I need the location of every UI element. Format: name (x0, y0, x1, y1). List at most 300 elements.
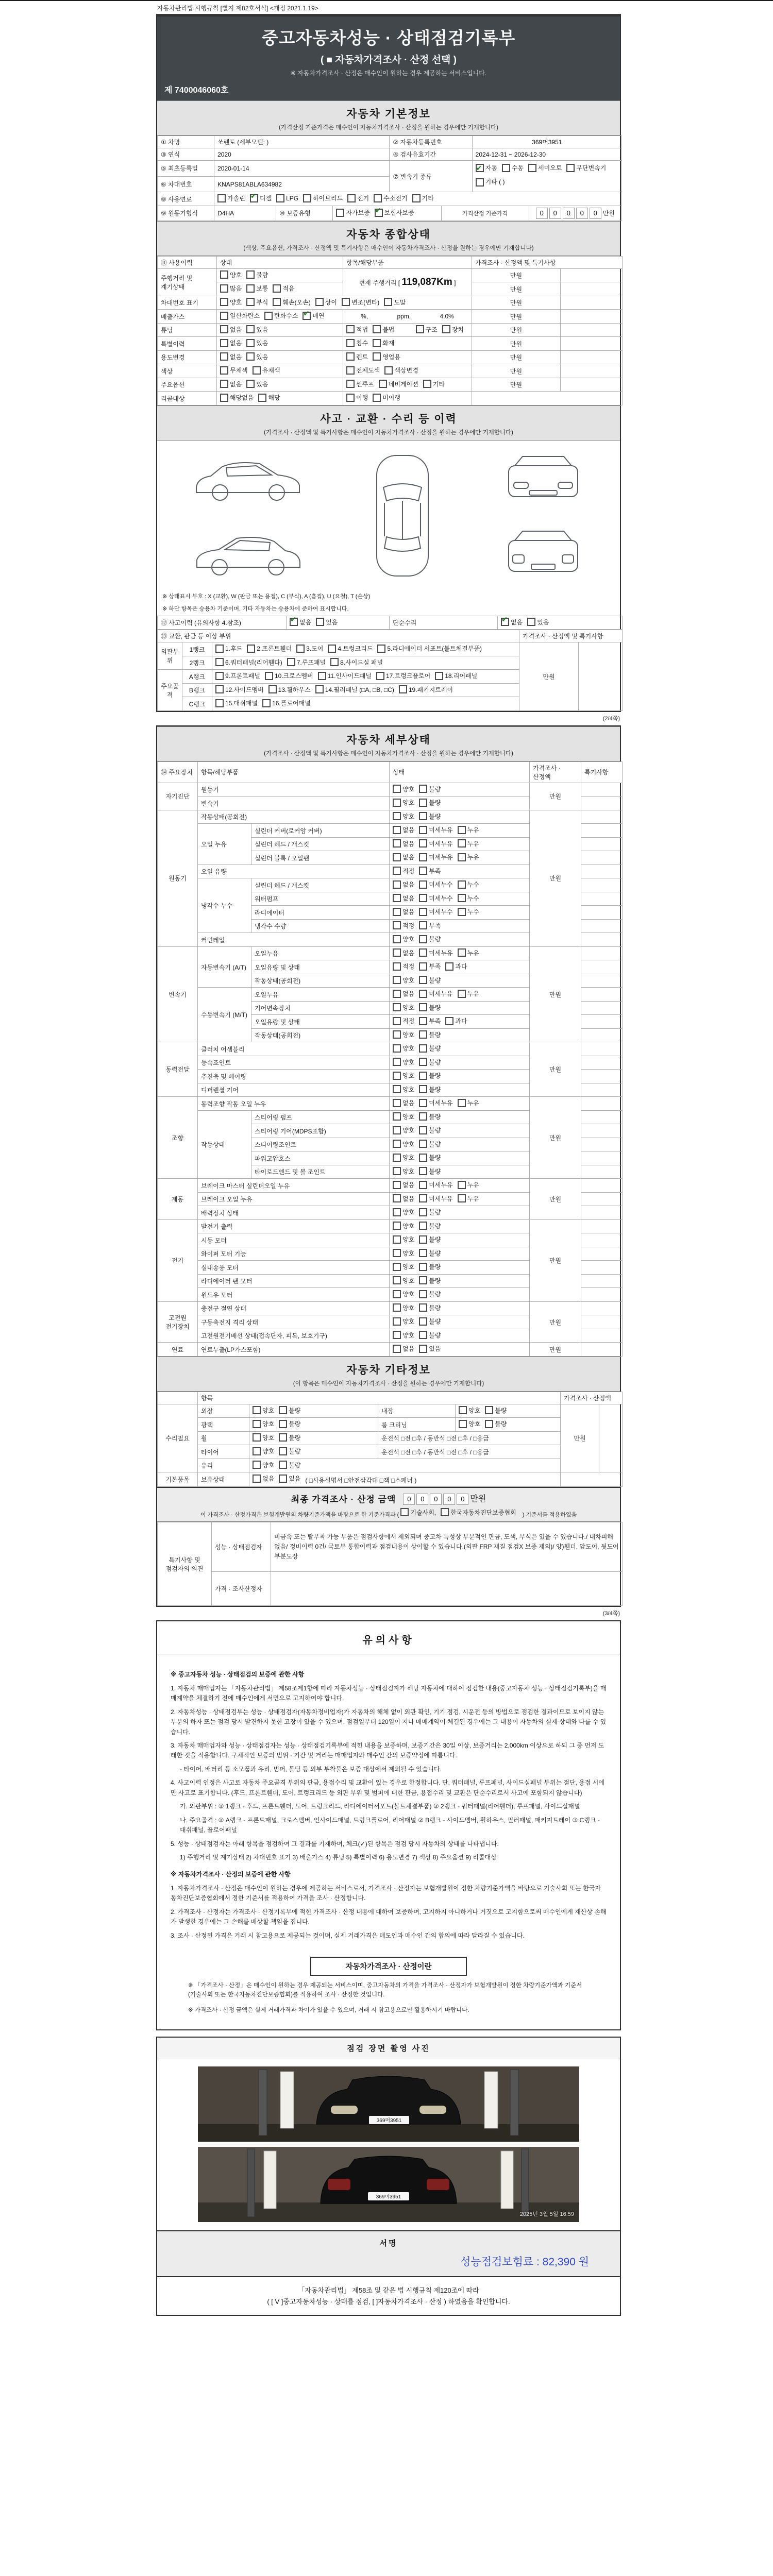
checkbox-icon[interactable] (458, 826, 466, 834)
checkbox-label: 해당없음 (230, 394, 254, 402)
checkbox-option (316, 618, 338, 626)
checkbox-icon[interactable] (419, 894, 427, 902)
checkbox-icon[interactable] (318, 672, 326, 680)
checkbox-icon[interactable] (220, 298, 228, 306)
note-cell (581, 1138, 623, 1151)
checkbox-icon[interactable] (393, 1112, 401, 1121)
checkbox-icon[interactable] (393, 1003, 401, 1011)
checkbox-icon[interactable] (279, 1433, 287, 1442)
checkbox-icon[interactable] (393, 880, 401, 889)
checkbox-icon[interactable] (476, 164, 484, 172)
checkbox-icon[interactable] (419, 853, 427, 861)
checkbox-icon[interactable] (393, 853, 401, 861)
checkbox-icon[interactable] (303, 312, 311, 320)
section-title: 자동차 기본정보 (346, 108, 431, 120)
page-subtitle: ( ■ 자동차가격조사 · 산정 선택 ) (320, 55, 457, 65)
checkbox-icon[interactable] (220, 325, 228, 333)
checkbox-icon[interactable] (393, 935, 401, 943)
checkbox-icon[interactable] (384, 366, 393, 375)
table-row: ⑧ 사용연료 가솔린 ✔ 디젤 LPG 하이브리드 전기 수소전기 기타 (158, 192, 622, 206)
checkbox-label: 불량 (429, 1154, 441, 1162)
checkbox-icon[interactable] (419, 880, 427, 889)
checkbox-label: 누유 (467, 840, 479, 848)
checkbox-option (458, 894, 479, 903)
notice-item: 2. 가격조사 · 산정자는 가격조사 · 산정기록부에 적힌 가격조사 · 산정 내용에 대하여 보증하며, 고지하지 아니하거나 거짓으로 고지함으로써 매수인에게 재산상 손해가 발생한 경우에는 그 손해를 배상할 책임을 집니다. (171, 1908, 607, 1926)
checkbox-icon[interactable] (375, 209, 383, 217)
checkbox-icon[interactable] (419, 1276, 427, 1284)
checkbox-icon[interactable] (419, 1085, 427, 1093)
checkbox-icon[interactable] (346, 352, 355, 361)
checkbox-icon[interactable] (265, 672, 273, 680)
checkbox-option (279, 1461, 300, 1469)
checkbox-label: 없음 (402, 1099, 415, 1107)
checkbox-icon[interactable] (393, 1154, 401, 1162)
checkbox-icon[interactable] (393, 812, 401, 820)
checkbox-icon[interactable] (373, 325, 381, 333)
checkbox-icon[interactable] (419, 908, 427, 916)
checkbox-icon[interactable] (393, 1222, 401, 1230)
item-cell: 브레이크 마스터 실린더오일 누유 (198, 1179, 390, 1193)
checkbox-option (419, 989, 452, 998)
table-row: 특기사항 및 점검자의 의견 성능 · 상태점검자 비금속 또는 탈부착 가능 부품은 점검사항에서 제외되며 중고차 특성상 부분적인 판금, 도색, 부식은 있을 수 있습니다./ 내차피해 없음/ 정비이력 0건/ 국토부 통합이력과 점검내용이 상이할 수 있습니다.(외판 FRP 재질 점검X 보증 제외)/ 양)휀더, 앞도어, 뒷도어 부분도장 (158, 1522, 623, 1572)
checkbox-option (342, 298, 379, 307)
checkbox-label: 하이브리드 (313, 195, 343, 202)
checkbox-icon[interactable] (435, 672, 443, 680)
checkbox-option (412, 194, 434, 202)
checkbox-icon[interactable] (287, 658, 295, 666)
checkbox-icon[interactable] (262, 699, 271, 707)
checkbox-icon[interactable] (419, 1317, 427, 1326)
checkbox-option (393, 1085, 414, 1094)
checkbox-icon[interactable] (393, 990, 401, 998)
checkbox-option (419, 1180, 452, 1189)
checkbox-icon[interactable] (220, 339, 228, 347)
checkbox-icon[interactable] (393, 1345, 401, 1353)
checkbox-icon[interactable] (393, 921, 401, 929)
checkbox-option (393, 1044, 414, 1053)
checkbox-icon[interactable] (419, 1072, 427, 1080)
checkbox-icon[interactable] (419, 1235, 427, 1244)
checkbox-icon[interactable] (445, 1017, 453, 1025)
item-cell: 디퍼렌셜 기어 (198, 1083, 390, 1097)
checkbox-icon[interactable] (485, 1406, 493, 1414)
checkbox-icon[interactable] (393, 1167, 401, 1175)
price-digit-box: 0 (563, 208, 575, 219)
checkbox-label: 미세누유 (429, 1099, 453, 1107)
note-cell (581, 1056, 623, 1070)
checkbox-option (458, 1194, 479, 1203)
item-cell: 윈도우 모터 (198, 1288, 390, 1302)
checkbox-icon[interactable] (336, 209, 344, 217)
checkbox-icon[interactable] (279, 1461, 287, 1469)
checkbox-icon[interactable] (419, 1099, 427, 1107)
checkbox-icon[interactable] (419, 990, 427, 998)
checkbox-icon[interactable] (279, 1420, 287, 1428)
checkbox-icon[interactable] (445, 962, 453, 971)
checkbox-label: 불량 (289, 1448, 301, 1455)
checkbox-icon[interactable] (215, 658, 224, 666)
checkbox-icon[interactable] (458, 1181, 466, 1189)
checkbox-icon[interactable] (419, 1194, 427, 1202)
checkbox-label: 누유 (467, 1195, 479, 1202)
checkbox-icon[interactable] (393, 948, 401, 957)
checkbox-icon[interactable] (250, 194, 258, 202)
checkbox-icon[interactable] (384, 298, 392, 306)
checkbox-icon[interactable] (220, 284, 228, 293)
checkbox-icon[interactable] (246, 270, 255, 279)
checkbox-label: 있음 (256, 380, 268, 388)
checkbox-label: 없음 (402, 1181, 415, 1189)
checkbox-icon[interactable] (393, 908, 401, 916)
checkbox-option (374, 194, 407, 202)
checkbox-option (246, 298, 268, 307)
photos-title: 점검 장면 촬영 사진 (157, 2038, 620, 2059)
checkbox-icon[interactable] (346, 325, 355, 333)
checkbox-option (458, 839, 479, 848)
checkbox-icon[interactable] (328, 645, 336, 653)
checkbox-icon[interactable] (458, 990, 466, 998)
checkbox-icon[interactable] (346, 339, 355, 347)
checkbox-icon[interactable] (393, 1194, 401, 1202)
checkbox-icon[interactable] (330, 658, 339, 666)
checkbox-label: 양호 (262, 1461, 275, 1469)
checkbox-label: 자동 (485, 164, 497, 172)
checkbox-icon[interactable] (419, 1181, 427, 1189)
checkbox-icon[interactable] (393, 1058, 401, 1066)
checkbox-icon[interactable] (399, 685, 407, 693)
checkbox-option (419, 948, 452, 957)
checkbox-label: 이행 (356, 394, 368, 402)
checkbox-icon[interactable] (393, 799, 401, 807)
final-price-basis: 이 가격조사 · 산정가격은 보험개발원의 차량기준가액을 바탕으로 한 기준가격과 ( 기술사회, 한국자동차진단보증협회 ) 기준서를 적용하였음 (200, 1509, 577, 1518)
checkbox-icon[interactable] (393, 826, 401, 834)
checkbox-label: 상이 (325, 298, 337, 306)
table-row (158, 946, 623, 960)
checkbox-icon[interactable] (346, 394, 355, 402)
checkbox-icon[interactable] (419, 948, 427, 957)
checkbox-icon[interactable] (246, 284, 255, 293)
checkbox-icon[interactable] (458, 880, 466, 889)
checkbox-icon[interactable] (253, 1406, 261, 1414)
checkbox-icon[interactable] (393, 1303, 401, 1312)
checkbox-label: 부족 (429, 963, 441, 971)
checkbox-icon[interactable] (419, 921, 427, 929)
checkbox-icon[interactable] (393, 1331, 401, 1339)
checkbox-icon[interactable] (315, 685, 324, 693)
checkbox-option (290, 618, 311, 626)
checkbox-icon[interactable] (393, 1030, 401, 1039)
checkbox-icon[interactable] (303, 194, 311, 202)
checkbox-label: 양호 (262, 1420, 275, 1428)
notice-item: 5. 성능 · 상태점검자는 아래 항목을 점검하여 그 결과를 기재하며, 체크(✓)된 항목은 점검 당시 자동차의 상태를 나타냅니다. (171, 1840, 499, 1848)
checkbox-icon[interactable] (419, 1167, 427, 1175)
wheel-detail: 운전석 □전 □후 / 동반석 □전 □후 / □응급 (378, 1431, 561, 1445)
checkbox-icon[interactable] (393, 976, 401, 984)
checkbox-icon[interactable] (419, 1030, 427, 1039)
notice-heading: ※ 중고자동차 성능 · 상태점검의 보증에 관한 사항 (171, 1671, 305, 1679)
checkbox-icon[interactable] (374, 194, 382, 202)
checkbox-label: 양호 (230, 271, 242, 279)
checkbox-icon[interactable] (419, 1249, 427, 1257)
photo-timestamp: 2025년 3월 5일 16:59 (519, 2211, 574, 2218)
checkbox-icon[interactable] (419, 1112, 427, 1121)
checkbox-label: 양호 (402, 1263, 415, 1271)
checkbox-icon[interactable] (419, 839, 427, 848)
checkbox-icon[interactable] (264, 312, 273, 320)
checkbox-icon[interactable] (220, 366, 228, 375)
checkbox-option (376, 671, 430, 680)
checkbox-label: 양호 (402, 1209, 415, 1216)
checkbox-icon[interactable] (458, 894, 466, 902)
checkbox-icon[interactable] (419, 1263, 427, 1271)
checkbox-icon[interactable] (376, 672, 384, 680)
checkbox-icon[interactable] (220, 270, 228, 279)
checkbox-icon[interactable] (419, 1331, 427, 1339)
checkbox-label: 8.사이드실 패널 (340, 658, 383, 666)
checkbox-icon[interactable] (393, 1249, 401, 1257)
state-cell (390, 1056, 530, 1070)
checkbox-option (393, 989, 414, 998)
checkbox-icon[interactable] (373, 339, 381, 347)
checkbox-icon[interactable] (501, 618, 509, 626)
checkbox-icon[interactable] (220, 394, 228, 402)
checkbox-option (379, 380, 418, 388)
table-row (158, 810, 623, 824)
checkbox-label: 적정 (402, 922, 415, 929)
checkbox-label: 양호 (262, 1448, 275, 1455)
exchange-sheetmetal-table (157, 630, 623, 711)
checkbox-icon[interactable] (393, 785, 401, 793)
checkbox-icon[interactable] (220, 352, 228, 361)
fuel-options (214, 192, 622, 206)
checkbox-icon[interactable] (400, 1508, 409, 1516)
checkbox-icon[interactable] (220, 312, 228, 320)
checkbox-icon[interactable] (419, 1290, 427, 1298)
checkbox-icon[interactable] (419, 1126, 427, 1134)
item-cell: 실린더 블록 / 오일팬 (251, 851, 390, 865)
checkbox-icon[interactable] (247, 645, 255, 653)
mileage-value: 119,087Km (401, 276, 452, 287)
checkbox-icon[interactable] (279, 1447, 287, 1455)
checkbox-option (485, 1419, 507, 1428)
checkbox-icon[interactable] (393, 1235, 401, 1244)
checkbox-option (336, 208, 369, 217)
checkbox-icon[interactable] (393, 839, 401, 848)
checkbox-option (527, 618, 549, 626)
checkbox-icon[interactable] (419, 1140, 427, 1148)
checkbox-icon[interactable] (419, 1345, 427, 1353)
checkbox-icon[interactable] (419, 1058, 427, 1066)
checkbox-icon[interactable] (253, 1461, 261, 1469)
checkbox-icon[interactable] (423, 380, 431, 388)
checkbox-icon[interactable] (346, 380, 355, 388)
checkbox-icon[interactable] (502, 164, 510, 172)
checkbox-icon[interactable] (393, 1017, 401, 1025)
mileage-cell: 현재 주행거리 [ 119,087Km ] (343, 268, 472, 296)
checkbox-label: 보험사보증 (384, 209, 414, 217)
checkbox-icon[interactable] (393, 894, 401, 902)
checkbox-icon[interactable] (419, 1044, 427, 1053)
checkbox-label: 불량 (429, 785, 441, 793)
checkbox-icon[interactable] (373, 394, 381, 402)
checkbox-icon[interactable] (215, 685, 224, 693)
checkbox-icon[interactable] (566, 164, 575, 172)
checkbox-icon[interactable] (458, 853, 466, 861)
checkbox-icon[interactable] (393, 1140, 401, 1148)
checkbox-icon[interactable] (215, 699, 224, 707)
checkbox-icon[interactable] (215, 672, 224, 680)
checkbox-option (220, 366, 248, 375)
checkbox-icon[interactable] (393, 1085, 401, 1093)
checkbox-label: 양호 (402, 812, 415, 820)
checkbox-option (373, 338, 394, 347)
checkbox-icon[interactable] (246, 325, 255, 333)
checkbox-icon[interactable] (419, 1208, 427, 1216)
checkbox-icon[interactable] (393, 1208, 401, 1216)
checkbox-icon[interactable] (273, 284, 281, 293)
checkbox-icon[interactable] (393, 1181, 401, 1189)
checkbox-option (279, 1433, 300, 1442)
checkbox-icon[interactable] (246, 380, 255, 388)
checkbox-icon[interactable] (253, 1420, 261, 1428)
price-appraisal-info-box (188, 1957, 589, 2015)
checkbox-label: 7.루프패널 (296, 658, 326, 666)
checkbox-icon[interactable] (419, 976, 427, 984)
checkbox-icon[interactable] (419, 799, 427, 807)
checkbox-label: 도말 (394, 298, 406, 306)
checkbox-label: 불량 (289, 1434, 301, 1442)
checkbox-icon[interactable] (279, 1406, 287, 1414)
checkbox-icon[interactable] (393, 1072, 401, 1080)
checkbox-icon[interactable] (458, 1194, 466, 1202)
checkbox-icon[interactable] (273, 298, 281, 306)
checkbox-option (215, 658, 282, 667)
checkbox-icon[interactable] (393, 1126, 401, 1134)
checkbox-icon[interactable] (215, 645, 224, 653)
checkbox-icon[interactable] (379, 380, 387, 388)
checkbox-icon[interactable] (253, 366, 261, 375)
checkbox-icon[interactable] (458, 1099, 466, 1107)
checkbox-label: 없음 (230, 326, 242, 333)
checkbox-label: 수동 (511, 164, 524, 172)
checkbox-label: 불량 (289, 1420, 301, 1428)
checkbox-icon[interactable] (412, 194, 421, 202)
checkbox-icon[interactable] (459, 1406, 467, 1414)
checkbox-option (253, 1447, 274, 1455)
checkbox-icon[interactable] (419, 1017, 427, 1025)
checkbox-icon[interactable] (220, 380, 228, 388)
checkbox-icon[interactable] (316, 618, 324, 626)
checkbox-icon[interactable] (528, 164, 536, 172)
checkbox-icon[interactable] (419, 785, 427, 793)
checkbox-icon[interactable] (393, 1099, 401, 1107)
checkbox-label: 3.도어 (306, 645, 324, 653)
checkbox-option (419, 785, 441, 793)
section-title: 자동차 기타정보 (346, 1364, 431, 1376)
device-cell: 원동기 (158, 810, 198, 946)
price-digit-box: 0 (457, 1494, 468, 1505)
checkbox-icon[interactable] (485, 1420, 493, 1428)
car-rear-diagram (499, 526, 587, 580)
accident-history-table (157, 616, 623, 630)
checkbox-icon[interactable] (419, 1303, 427, 1312)
checkbox-icon[interactable] (346, 366, 355, 375)
checkbox-icon[interactable] (419, 812, 427, 820)
checkbox-icon[interactable] (419, 867, 427, 875)
note-cell (581, 1179, 623, 1193)
item-cell: 냉각수 수량 (251, 919, 390, 933)
checkbox-icon[interactable] (279, 1475, 287, 1483)
table-row: 차대번호 표기 양호 부식 훼손(오손) 상이 변조(변타) 도말 만원 (158, 296, 623, 310)
checkbox-icon[interactable] (253, 1433, 261, 1442)
checkbox-icon[interactable] (419, 935, 427, 943)
checkbox-icon[interactable] (458, 948, 466, 957)
checkbox-label: 누유 (467, 826, 479, 834)
checkbox-icon[interactable] (347, 194, 356, 202)
checkbox-label: 누유 (467, 1181, 479, 1189)
notice-item: 2. 자동차성능 · 상태점검부는 성능 · 상태점검자(자동차정비업자)가 자동차의 해체 없이 외관 확인, 기기 점검, 시운전 등의 방법으로 점검한 결과이므로 보이지 않는 부분의 하자 또는 점검 당시 발견하지 못한 고장이 있을 수 있으며, 점검일부터 120일이 지나 매매계약이 체결된 경우에는 그 내용이 자동차의 실제 상태와 다를 수 있습니다. (171, 1708, 607, 1736)
checkbox-icon[interactable] (296, 645, 305, 653)
checkbox-icon[interactable] (393, 1317, 401, 1326)
note-cell (581, 824, 623, 838)
checkbox-option (217, 194, 245, 202)
checkbox-icon[interactable] (419, 1003, 427, 1011)
checkbox-icon[interactable] (377, 645, 385, 653)
checkbox-icon[interactable] (393, 1276, 401, 1284)
checkbox-icon[interactable] (419, 826, 427, 834)
checkbox-icon[interactable] (373, 352, 381, 361)
checkbox-icon[interactable] (459, 1420, 467, 1428)
table-row: ⑭ 주요장치 항목/해당부품 상태 가격조사 · 산정액 특기사항 (158, 761, 623, 783)
section-etc-header (157, 1357, 620, 1392)
checkbox-icon[interactable] (246, 352, 255, 361)
checkbox-icon[interactable] (419, 1222, 427, 1230)
checkbox-label: 있음 (256, 353, 268, 361)
checkbox-icon[interactable] (268, 685, 277, 693)
checkbox-label: 일산화탄소 (230, 312, 260, 320)
checkbox-icon[interactable] (258, 394, 266, 402)
checkbox-icon[interactable] (416, 325, 424, 333)
checkbox-icon[interactable] (393, 962, 401, 971)
checkbox-icon[interactable] (290, 618, 298, 626)
checkbox-option (276, 194, 298, 202)
price-digit-box: 0 (590, 208, 601, 219)
checkbox-option (416, 325, 438, 334)
checkbox-option (346, 366, 380, 375)
checkbox-icon[interactable] (315, 298, 324, 306)
checkbox-icon[interactable] (246, 339, 255, 347)
checkbox-icon[interactable] (419, 1154, 427, 1162)
checkbox-icon[interactable] (458, 839, 466, 848)
checkbox-icon[interactable] (253, 1447, 261, 1455)
checkbox-icon[interactable] (253, 1475, 261, 1483)
checkbox-icon[interactable] (393, 867, 401, 875)
checkbox-icon[interactable] (342, 298, 350, 306)
checkbox-icon[interactable] (419, 962, 427, 971)
checkbox-icon[interactable] (441, 1508, 449, 1516)
checkbox-icon[interactable] (393, 1290, 401, 1298)
checkbox-icon[interactable] (393, 1263, 401, 1271)
checkbox-icon[interactable] (442, 325, 450, 333)
item-cell: 시동 모터 (198, 1233, 390, 1247)
checkbox-icon[interactable] (246, 298, 255, 306)
checkbox-icon[interactable] (527, 618, 535, 626)
checkbox-icon[interactable] (276, 194, 284, 202)
checkbox-icon[interactable] (476, 178, 484, 187)
checkbox-icon[interactable] (393, 1044, 401, 1053)
checkbox-icon[interactable] (458, 908, 466, 916)
checkbox-icon[interactable] (217, 194, 226, 202)
